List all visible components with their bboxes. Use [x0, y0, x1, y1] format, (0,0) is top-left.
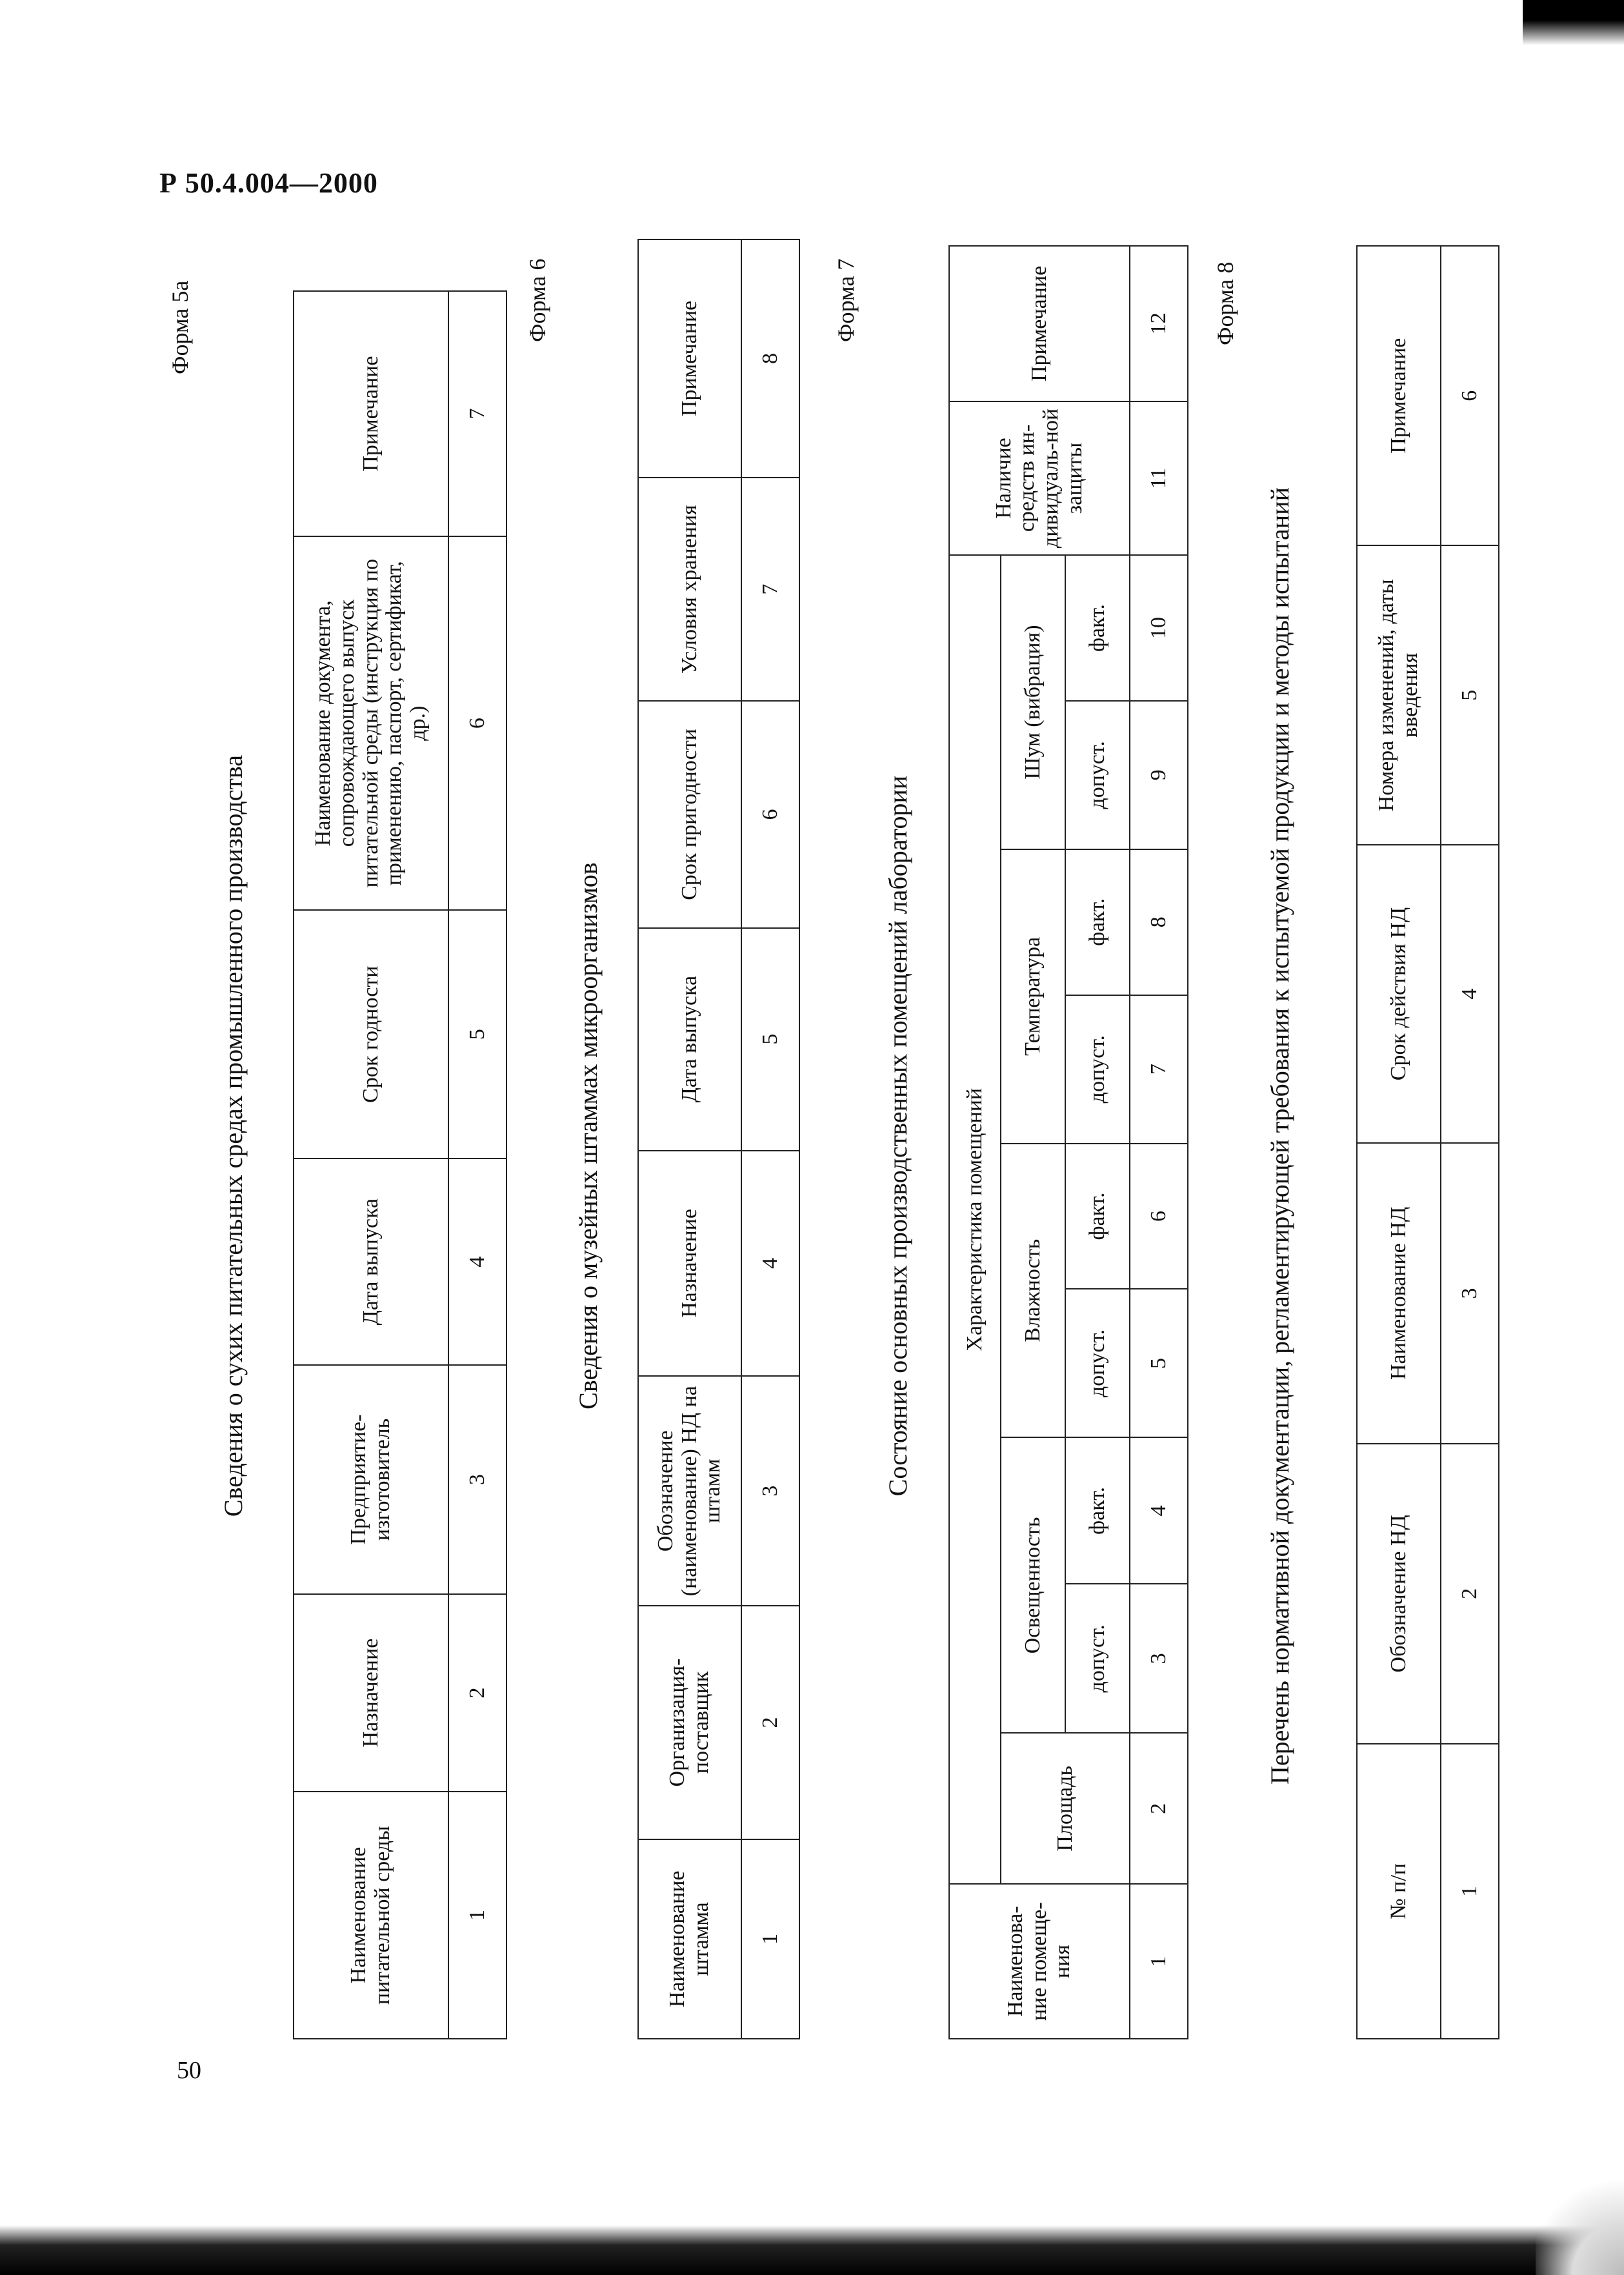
column-number: 4 — [741, 1151, 799, 1377]
column-header: Дата выпуска — [294, 1158, 448, 1365]
column-subheader: факт. — [1065, 1438, 1130, 1584]
column-header: Предприятие-изготовитель — [294, 1365, 448, 1594]
column-number: 4 — [1130, 1438, 1188, 1584]
column-header: Срок действия НД — [1357, 845, 1441, 1143]
page-number: 50 — [177, 2057, 201, 2084]
column-number: 12 — [1130, 246, 1188, 401]
column-number: 8 — [1130, 849, 1188, 995]
column-number: 3 — [1130, 1584, 1188, 1733]
form-7-block — [883, 232, 1188, 2039]
column-header: Наименование НД — [1357, 1143, 1441, 1444]
column-header: Температура — [1001, 849, 1065, 1144]
column-number: 4 — [1441, 845, 1499, 1143]
column-number: 6 — [1441, 246, 1499, 545]
column-subheader: факт. — [1065, 1144, 1130, 1289]
column-number: 11 — [1130, 401, 1188, 555]
form-label: Форма 5а — [167, 280, 193, 374]
column-header: Освещенность — [1001, 1438, 1065, 1734]
column-header: Примечание — [949, 246, 1130, 401]
column-header: Примечание — [638, 239, 741, 478]
column-subheader: факт. — [1065, 555, 1130, 701]
column-header: Шум (вибрация) — [1001, 555, 1065, 849]
column-number: 2 — [741, 1606, 799, 1839]
column-header: Условия хранения — [638, 478, 741, 701]
column-header: Назначение — [294, 1594, 448, 1792]
column-number: 6 — [741, 701, 799, 927]
column-number: 2 — [448, 1594, 506, 1792]
form-5a-table — [293, 290, 507, 2039]
column-header: Организация-поставщик — [638, 1606, 741, 1839]
column-number: 9 — [1130, 701, 1188, 849]
column-number: 5 — [741, 928, 799, 1151]
column-number: 1 — [741, 1839, 799, 2039]
form-title: Сведения о сухих питательных средах промышленного производства — [219, 754, 248, 1517]
column-header: Обозначение (наименование) НД на штамм — [638, 1376, 741, 1606]
form-8-table — [1356, 245, 1499, 2039]
column-subheader: факт. — [1065, 849, 1130, 995]
column-header: Срок пригодности — [638, 701, 741, 927]
column-number: 3 — [448, 1365, 506, 1594]
column-header: Обозначение НД — [1357, 1444, 1441, 1744]
scan-edge-shadow — [0, 2225, 1624, 2275]
column-number: 7 — [448, 291, 506, 536]
form-label: Форма 8 — [1212, 261, 1238, 345]
form-label: Форма 7 — [833, 258, 859, 342]
form-8-block — [1265, 232, 1499, 2039]
column-subheader: допуст. — [1065, 1584, 1130, 1733]
column-header: Характеристика помещений — [949, 555, 1001, 1884]
column-header: № п/п — [1357, 1744, 1441, 2039]
form-5a-block — [218, 232, 507, 2039]
column-header: Наименование питательной среды — [294, 1792, 448, 2039]
column-number: 2 — [1130, 1733, 1188, 1884]
column-number: 1 — [1441, 1744, 1499, 2039]
column-header: Наименование штамма — [638, 1839, 741, 2039]
column-header: Наличие средств ин-дивидуаль-ной защиты — [949, 401, 1130, 555]
column-number: 7 — [1130, 995, 1188, 1144]
column-header: Дата выпуска — [638, 928, 741, 1151]
form-title: Сведения о музейных штаммах микроорганизмов — [574, 862, 603, 1410]
column-header: Назначение — [638, 1151, 741, 1377]
column-number: 5 — [448, 910, 506, 1158]
form-6-table — [637, 239, 800, 2039]
column-number: 5 — [1441, 545, 1499, 845]
column-subheader: допуст. — [1065, 995, 1130, 1144]
column-header: Наименова-ние помеще-ния — [949, 1884, 1130, 2039]
column-number: 5 — [1130, 1289, 1188, 1437]
form-label: Форма 6 — [525, 258, 550, 342]
column-number: 6 — [448, 536, 506, 910]
column-number: 8 — [741, 239, 799, 478]
column-number: 10 — [1130, 555, 1188, 701]
column-header: Номера изменений, даты введения — [1357, 545, 1441, 845]
column-header: Площадь — [1001, 1733, 1130, 1884]
form-title: Состояние основных производственных помещений лаборатории — [883, 775, 912, 1497]
document-id: Р 50.4.004—2000 — [159, 167, 378, 199]
column-header: Срок годности — [294, 910, 448, 1158]
form-7-table — [948, 245, 1188, 2039]
column-number: 6 — [1130, 1144, 1188, 1289]
column-number: 7 — [741, 478, 799, 701]
scan-edge-shadow — [1523, 0, 1624, 45]
column-subheader: допуст. — [1065, 1289, 1130, 1437]
column-subheader: допуст. — [1065, 701, 1130, 849]
column-number: 1 — [448, 1792, 506, 2039]
column-number: 3 — [1441, 1143, 1499, 1444]
column-number: 4 — [448, 1158, 506, 1365]
column-number: 2 — [1441, 1444, 1499, 1744]
form-title: Перечень нормативной документации, регламентирующей требования к испытуемой продукции и методы испытаний — [1265, 487, 1294, 1785]
column-header: Примечание — [294, 291, 448, 536]
scan-edge-shadow — [1536, 2181, 1624, 2275]
column-header: Наименование документа, сопровождающего выпуск питательной среды (инструкция по применению, паспорт, сертификат, др.) — [294, 536, 448, 910]
column-header: Примечание — [1357, 246, 1441, 545]
column-number: 3 — [741, 1376, 799, 1606]
form-6-block — [573, 232, 800, 2039]
column-number: 1 — [1130, 1884, 1188, 2039]
column-header: Влажность — [1001, 1144, 1065, 1438]
